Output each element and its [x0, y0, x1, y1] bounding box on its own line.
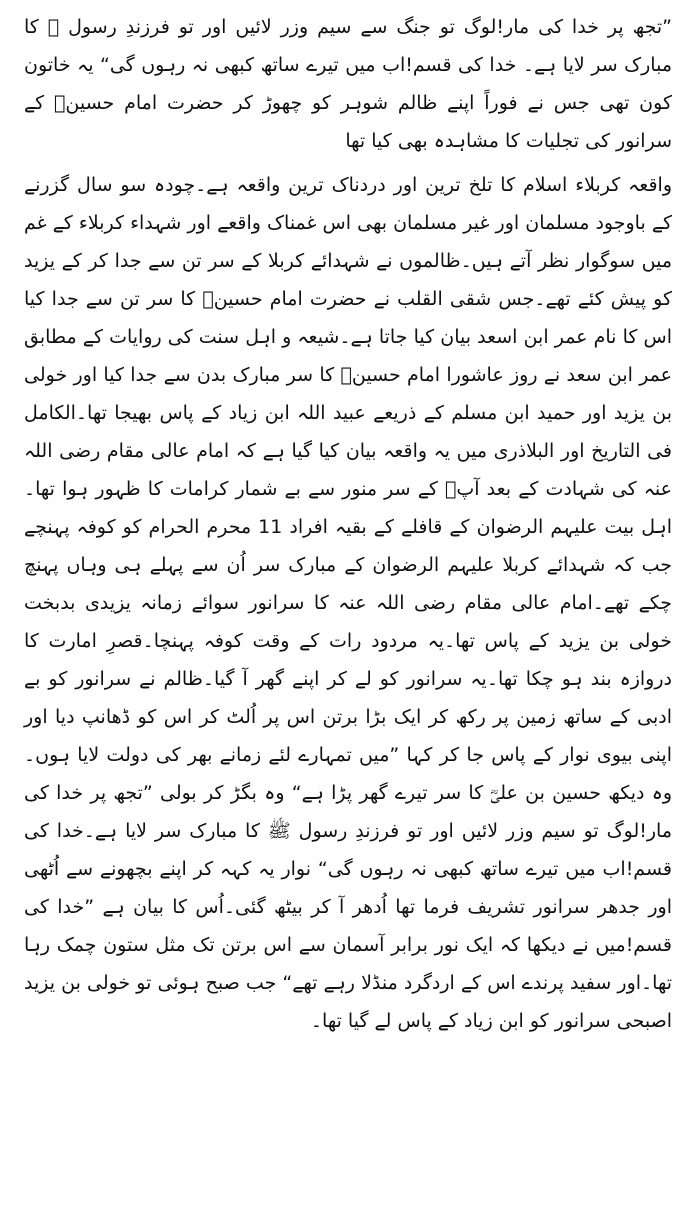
- body-paragraph: واقعہ کربلاء اسلام کا تلخ ترین اور دردناک ترین واقعہ ہے۔چودہ سو سال گزرنے کے باوجود مسلمان اور غیر مسلمان بھی اس غمناک واقعے اور شہداء کربلاء کے غم میں سوگوار نظر آتے ہیں۔ظالموں نے شہدائے کربلا کے سر تن سے جدا کر کے یزید کو پیش کئے تھے۔جس شقی القلب نے حضرت امام حسینؓ کا سر تن سے جدا کیا اس کا نام عمر ابن اسعد بیان کیا جاتا ہے۔شیعہ و اہل سنت کی روایات کے مطابق عمر ابن سعد نے روز عاشورا امام حسینؓ کا سر مبارک بدن سے جدا کیا اور خولی بن یزید اور حمید ابن مسلم کے ذریعے عبید اللہ ابن زیاد کے پاس بھیجا تھا۔الکامل فی التاریخ اور البلاذری میں یہ واقعہ بیان کیا گیا ہے کہ امام عالی مقام رضی اللہ عنہ کی شہادت کے بعد آپؓ کے سر منور سے بے شمار کرامات کا ظہور ہوا تھا۔اہل بیت علیہم الرضوان کے قافلے کے بقیہ افراد 11 محرم الحرام کو کوفہ پہنچے جب کہ شہدائے کربلا علیہم الرضوان کے مبارک سر اُن سے پہلے ہی وہاں پہنچ چکے تھے۔امام عالی مقام رضی اللہ عنہ کا سرانور سوائے زمانہ یزیدی بدبخت خولی بن یزید کے پاس تھا۔یہ مردود رات کے وقت کوفہ پہنچا۔قصرِ امارت کا دروازہ بند ہو چکا تھا۔یہ سرانور کو لے کر اپنے گھر آ گیا۔ظالم نے سرانور کو بے ادبی کے ساتھ زمین پر رکھ کر ایک بڑا برتن اس پر اُلٹ کر اس کو ڈھانپ دیا اور اپنی بیوی نوار کے پاس جا کر کہا ”میں تمہارے لئے زمانے بھر کی دولت لایا ہوں۔وہ دیکھ حسین بن علیؓ کا سر تیرے گھر پڑا ہے“ وہ بگڑ کر بولی ”تجھ پر خدا کی مار!لوگ تو سیم وزر لائیں اور تو فرزندِ رسول ﷺ کا مبارک سر لایا ہے۔خدا کی قسم!اب میں تیرے ساتھ کبھی نہ رہوں گی“ نوار یہ کہہ کر اپنے بچھونے سے اُٹھی اور جدھر سرانور تشریف فرما تھا اُدھر آ کر بیٹھ گئی۔اُس کا بیان ہے ”خدا کی قسم!میں نے دیکھا کہ ایک نور برابر آسمان سے اس برتن تک مثل ستون چمک رہا تھا۔اور سفید پرندے اس کے اردگرد منڈلا رہے تھے“ جب صبح ہوئی تو خولی بن یزید اصبحی سرانور کو ابن زیاد کے پاس لے گیا تھا۔: [24, 174, 672, 1032]
- intro-paragraph: ”تجھ پر خدا کی مار!لوگ تو جنگ سے سیم وزر لائیں اور تو فرزندِ رسول ﷺ کا مبارک سر لایا ہے۔ خدا کی قسم!اب میں تیرے ساتھ کبھی نہ رہوں گی“ یہ خاتون کون تھی جس نے فوراً اپنے ظالم شوہر کو چھوڑ کر حضرت امام حسینؓ کے سرانور کی تجلیات کا مشاہدہ بھی کیا تھا: [24, 16, 672, 152]
